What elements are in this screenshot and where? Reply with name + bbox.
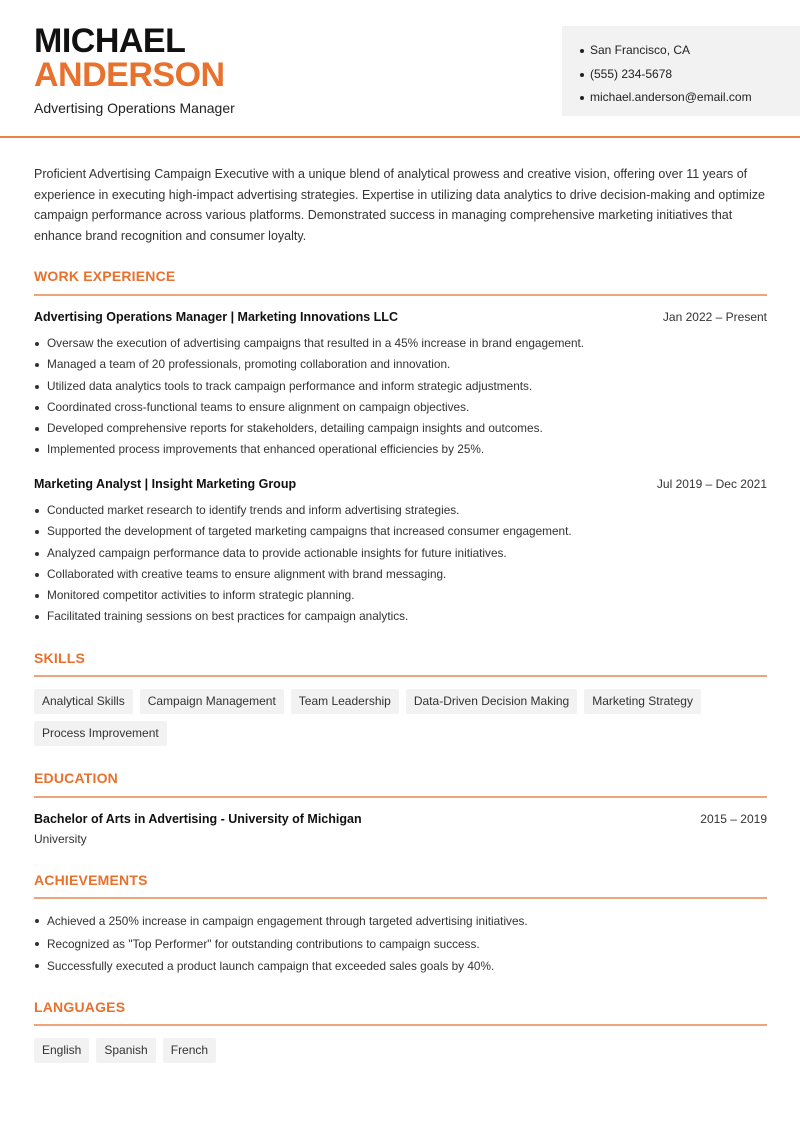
job-dates-2: Jul 2019 – Dec 2021	[656, 477, 767, 491]
skill-tag: Marketing Strategy	[584, 689, 701, 714]
first-name: MICHAEL	[34, 22, 186, 60]
section-divider	[34, 294, 767, 296]
list-item: Monitored competitor activities to inform strategic planning.	[34, 585, 767, 606]
list-item: Recognized as "Top Performer" for outstanding contributions to campaign success.	[34, 933, 767, 956]
skill-tag: Data-Driven Decision Making	[406, 689, 577, 714]
job-title-2: Marketing Analyst | Insight Marketing Group	[34, 477, 297, 491]
section-divider	[34, 1024, 767, 1026]
list-item: Coordinated cross-functional teams to ensure alignment on campaign objectives.	[34, 397, 767, 418]
list-item: Successfully executed a product launch campaign that exceeded sales goals by 40%.	[34, 955, 767, 978]
skill-tag: Campaign Management	[140, 689, 284, 714]
section-divider	[34, 675, 767, 677]
list-item: Developed comprehensive reports for stakeholders, detailing campaign insights and outcomes.	[34, 418, 767, 439]
job-bullets-1	[34, 333, 767, 461]
degree-title: Bachelor of Arts in Advertising - University of Michigan	[34, 812, 362, 826]
education-dates: 2015 – 2019	[700, 812, 767, 826]
section-divider	[34, 897, 767, 899]
list-item: Achieved a 250% increase in campaign engagement through targeted advertising initiatives.	[34, 910, 767, 933]
contact-box	[562, 26, 800, 116]
list-item: Implemented process improvements that enhanced operational efficiencies by 25%.	[34, 439, 767, 460]
job-bullets-2	[34, 500, 767, 628]
section-divider	[34, 796, 767, 798]
list-item: Supported the development of targeted marketing campaigns that increased consumer engagement.	[34, 521, 767, 542]
job-title: Advertising Operations Manager	[34, 100, 235, 116]
skills-heading: SKILLS	[34, 650, 85, 666]
language-tag: French	[163, 1038, 216, 1063]
contact-email[interactable]: michael.anderson@email.com	[580, 86, 800, 110]
list-item: Collaborated with creative teams to ensure alignment with brand messaging.	[34, 564, 767, 585]
work-experience-heading: WORK EXPERIENCE	[34, 268, 176, 284]
job-dates-1: Jan 2022 – Present	[662, 310, 767, 324]
list-item: Analyzed campaign performance data to provide actionable insights for future initiatives.	[34, 543, 767, 564]
list-item: Conducted market research to identify trends and inform advertising strategies.	[34, 500, 767, 521]
contact-phone: (555) 234-5678	[580, 63, 800, 87]
skill-tag: Team Leadership	[291, 689, 399, 714]
languages-heading: LANGUAGES	[34, 999, 126, 1015]
achievements-list	[34, 910, 767, 978]
list-item: Oversaw the execution of advertising campaigns that resulted in a 45% increase in brand engagement.	[34, 333, 767, 354]
skill-tag: Analytical Skills	[34, 689, 133, 714]
list-item: Managed a team of 20 professionals, promoting collaboration and innovation.	[34, 354, 767, 375]
language-tag: English	[34, 1038, 89, 1063]
skills-list	[34, 689, 767, 753]
skill-tag: Process Improvement	[34, 721, 167, 746]
education-institution: University	[34, 832, 87, 846]
professional-summary: Proficient Advertising Campaign Executive with a unique blend of analytical prowess and creative vision, offering over 11 years of experience in executing high-impact advertising strategies. Expertise in utilizing data analytics to drive decision-making and optimize campaign performance across various platforms. Demonstrated success in managing comprehensive marketing initiatives that enhance brand recognition and consumer loyalty.	[34, 167, 765, 244]
job-title-1: Advertising Operations Manager | Marketing Innovations LLC	[34, 310, 398, 324]
resume-header	[0, 0, 800, 138]
list-item: Facilitated training sessions on best practices for campaign analytics.	[34, 606, 767, 627]
education-heading: EDUCATION	[34, 770, 118, 786]
contact-location: San Francisco, CA	[580, 39, 800, 63]
achievements-heading: ACHIEVEMENTS	[34, 872, 148, 888]
list-item: Utilized data analytics tools to track campaign performance and inform strategic adjustments.	[34, 376, 767, 397]
last-name: ANDERSON	[34, 56, 225, 94]
languages-list	[34, 1038, 767, 1070]
language-tag: Spanish	[96, 1038, 155, 1063]
